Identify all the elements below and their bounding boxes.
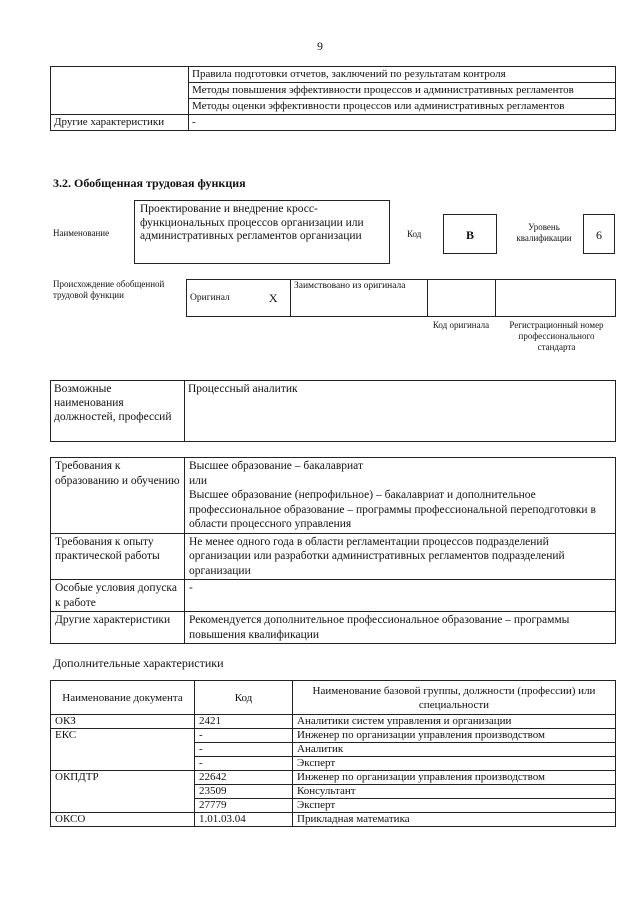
doc-cell xyxy=(51,757,195,771)
positions-value: Процессный аналитик xyxy=(185,381,616,442)
education-value xyxy=(185,458,616,534)
table-row xyxy=(51,799,616,813)
header-name: Наименование базовой группы, должности (профессии) или специальности xyxy=(293,681,616,715)
table-row xyxy=(51,757,616,771)
name-cell: Инженер по организации управления производством xyxy=(293,771,616,785)
reg-number-cell xyxy=(496,280,616,317)
table-row xyxy=(51,771,616,785)
table-row xyxy=(51,67,616,83)
name-label: Наименование xyxy=(53,228,110,238)
code-label: Код xyxy=(407,229,422,239)
additional-table xyxy=(50,680,616,827)
experience-value: Не менее одного года в области регламентации процессов подразделений организации или разработки административных регламентов подразделений организации xyxy=(185,533,616,580)
name-cell: Эксперт xyxy=(293,799,616,813)
code-cell: 22642 xyxy=(195,771,293,785)
name-cell: Консультант xyxy=(293,785,616,799)
doc-cell: ОКПДТР xyxy=(51,771,195,785)
code-caption: Код оригинала xyxy=(432,320,490,330)
header-code: Код xyxy=(195,681,293,715)
empty-cell xyxy=(51,67,189,83)
doc-cell xyxy=(51,785,195,799)
doc-cell: ОКСО xyxy=(51,813,195,827)
doc-cell xyxy=(51,743,195,757)
doc-cell xyxy=(51,799,195,813)
additional-title: Дополнительные характеристики xyxy=(53,656,224,670)
code-cell: 27779 xyxy=(195,799,293,813)
positions-label: Возможные наименования должностей, профессий xyxy=(51,381,185,442)
table-row xyxy=(51,83,616,99)
code-cell: - xyxy=(195,729,293,743)
knowledge-item: Методы оценки эффективности процессов или административных регламентов xyxy=(189,99,616,115)
name-cell: Прикладная математика xyxy=(293,813,616,827)
origin-label: Происхождение обобщенной трудовой функции xyxy=(53,279,165,300)
other-value: Рекомендуется дополнительное профессиональное образование – программы повышения квалификации xyxy=(185,612,616,644)
code-cell: - xyxy=(195,743,293,757)
code-cell: 2421 xyxy=(195,715,293,729)
name-cell: Аналитики систем управления и организации xyxy=(293,715,616,729)
function-code: B xyxy=(443,214,497,254)
origin-table xyxy=(186,279,616,317)
table-row xyxy=(51,99,616,115)
special-conditions-value: - xyxy=(185,580,616,612)
level-label: Уровень квалификации xyxy=(516,222,572,243)
doc-cell: ОКЗ xyxy=(51,715,195,729)
qualification-level: 6 xyxy=(583,214,615,254)
original-code-cell xyxy=(428,280,496,317)
section-title: 3.2. Обобщенная трудовая функция xyxy=(53,176,246,190)
other-characteristics-label: Другие характеристики xyxy=(51,115,189,131)
special-conditions-label: Особые условия допуска к работе xyxy=(51,580,185,612)
doc-cell: ЕКС xyxy=(51,729,195,743)
function-name: Проектирование и внедрение кросс-функциональных процессов организации или административных регламентов организации xyxy=(134,200,390,264)
table-row xyxy=(51,115,616,131)
education-label: Требования к образованию и обучению xyxy=(51,458,185,534)
empty-cell xyxy=(51,99,189,115)
name-cell: Аналитик xyxy=(293,743,616,757)
header-document: Наименование документа xyxy=(51,681,195,715)
page-number: 9 xyxy=(317,39,323,53)
original-label: Оригинал xyxy=(187,280,257,317)
table-row xyxy=(51,813,616,827)
name-cell: Инженер по организации управления производством xyxy=(293,729,616,743)
education-line: Высшее образование – бакалавриат xyxy=(189,460,363,472)
empty-cell xyxy=(51,83,189,99)
table-row xyxy=(51,715,616,729)
code-cell: 1.01.03.04 xyxy=(195,813,293,827)
experience-label: Требования к опыту практической работы xyxy=(51,533,185,580)
original-mark: X xyxy=(257,280,291,317)
reg-caption: Регистрационный номер профессионального стандарта xyxy=(509,320,604,352)
positions-table xyxy=(50,380,616,442)
table-row xyxy=(51,729,616,743)
requirements-table xyxy=(50,457,616,644)
code-cell: - xyxy=(195,757,293,771)
borrowed-label: Заимствовано из оригинала xyxy=(291,280,428,317)
other-characteristics-value: - xyxy=(189,115,616,131)
knowledge-item: Методы повышения эффективности процессов и административных регламентов xyxy=(189,83,616,99)
knowledge-table xyxy=(50,66,616,131)
knowledge-item: Правила подготовки отчетов, заключений по результатам контроля xyxy=(189,67,616,83)
name-cell: Эксперт xyxy=(293,757,616,771)
table-row xyxy=(51,785,616,799)
education-line: Высшее образование (непрофильное) – бакалавриат и дополнительное профессиональное образование – программы профессиональной переподготовки в области процессного управления xyxy=(189,489,596,530)
table-row xyxy=(51,743,616,757)
education-line: или xyxy=(189,474,208,487)
code-cell: 23509 xyxy=(195,785,293,799)
other-label: Другие характеристики xyxy=(51,612,185,644)
